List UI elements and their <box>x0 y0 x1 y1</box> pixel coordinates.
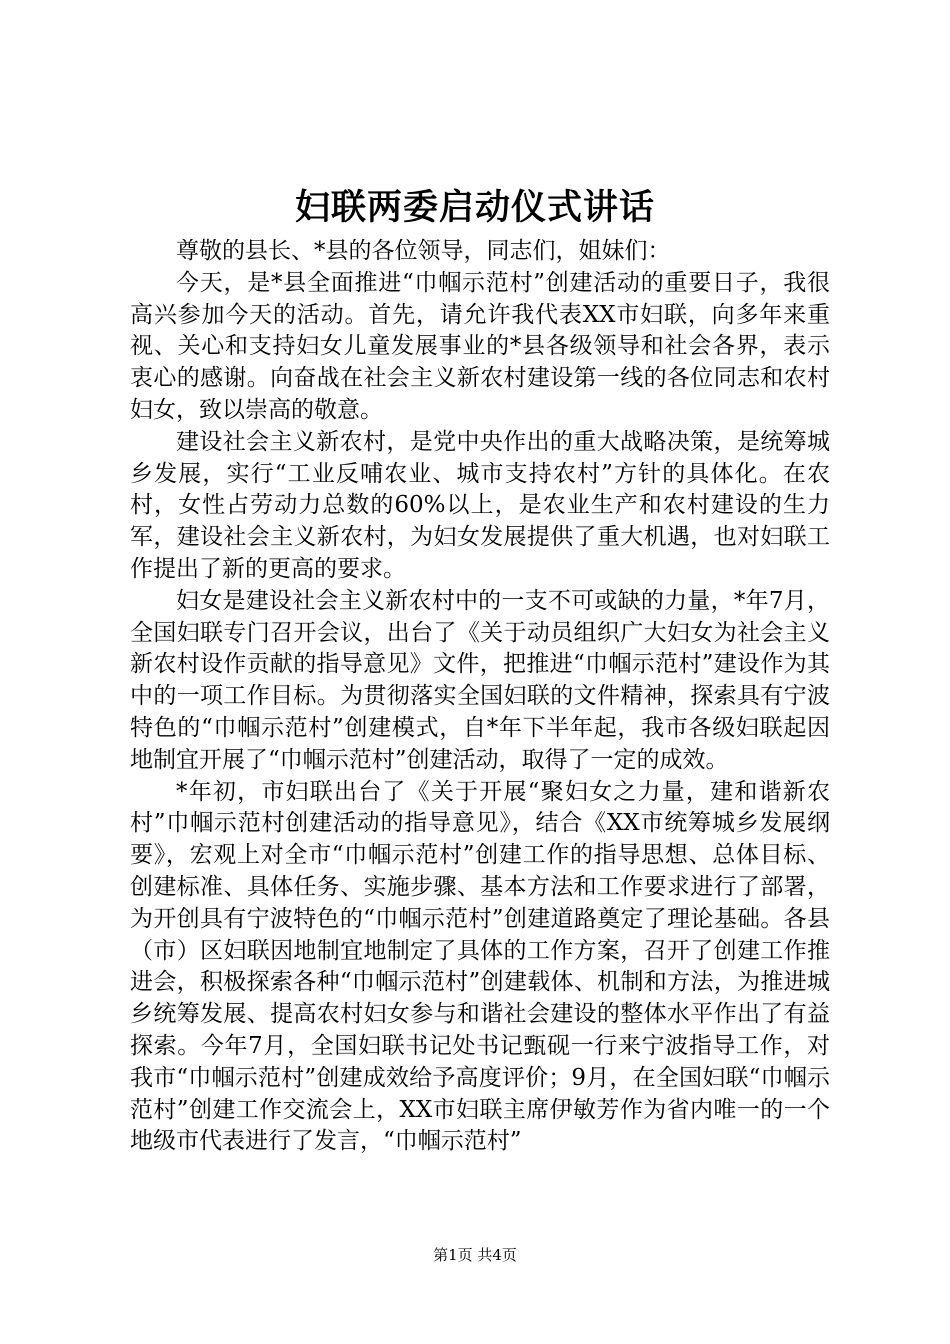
body-paragraph: 今天，是*县全面推进“巾帼示范村”创建活动的重要日子，我很高兴参加今天的活动。首先，请允许我代表XX市妇联，向多年来重视、关心和支持妇女儿童发展事业的*县各级领导和社会各界，表示衷心的感谢。向奋战在社会主义新农村建设第一线的各位同志和农村妇女，致以崇高的敬意。 <box>130 269 830 423</box>
page-number-footer: 第1页 共4页 <box>433 1246 517 1264</box>
body-paragraph: *年初，市妇联出台了《关于开展“聚妇女之力量，建和谐新农村”巾帼示范村创建活动的指导意见》，结合《XX市统筹城乡发展纲要》，宏观上对全市“巾帼示范村”创建工作的指导思想、总体目标、创建标准、具体任务、实施步骤、基本方法和工作要求进行了部署，为开创具有宁波特色的“巾帼示范村”创建道路奠定了理论基础。各县（市）区妇联因地制宜地制定了具体的工作方案，召开了创建工作推进会，积极探索各种“巾帼示范村”创建载体、机制和方法，为推进城乡统筹发展、提高农村妇女参与和谐社会建设的整体水平作出了有益探索。今年7月，全国妇联书记处书记甄砚一行来宁波指导工作，对我市“巾帼示范村”创建成效给予高度评价；9月，在全国妇联“巾帼示范村”创建工作交流会上，XX市妇联主席伊敏芳作为省内唯一的一个地级市代表进行了发言，“巾帼示范村” <box>130 778 830 1155</box>
body-paragraph: 建设社会主义新农村，是党中央作出的重大战略决策，是统筹城乡发展，实行“工业反哺农业、城市支持农村”方针的具体化。在农村，女性占劳动力总数的60%以上，是农业生产和农村建设的生力军，建设社会主义新农村，为妇女发展提供了重大机遇，也对妇联工作提出了新的更高的要求。 <box>130 428 830 582</box>
salutation-paragraph: 尊敬的县长、*县的各位领导，同志们，姐妹们： <box>176 238 671 264</box>
document-title: 妇联两委启动仪式讲话 <box>294 187 655 228</box>
body-paragraph: 妇女是建设社会主义新农村中的一支不可或缺的力量，*年7月，全国妇联专门召开会议，出台了《关于动员组织广大妇女为社会主义新农村设作贡献的指导意见》文件，把推进“巾帼示范村”建设作为其中的一项工作目标。为贯彻落实全国妇联的文件精神，探索具有宁波特色的“巾帼示范村”创建模式，自*年下半年起，我市各级妇联起因地制宜开展了“巾帼示范村”创建活动，取得了一定的成效。 <box>130 587 830 773</box>
document-body <box>130 236 830 1158</box>
